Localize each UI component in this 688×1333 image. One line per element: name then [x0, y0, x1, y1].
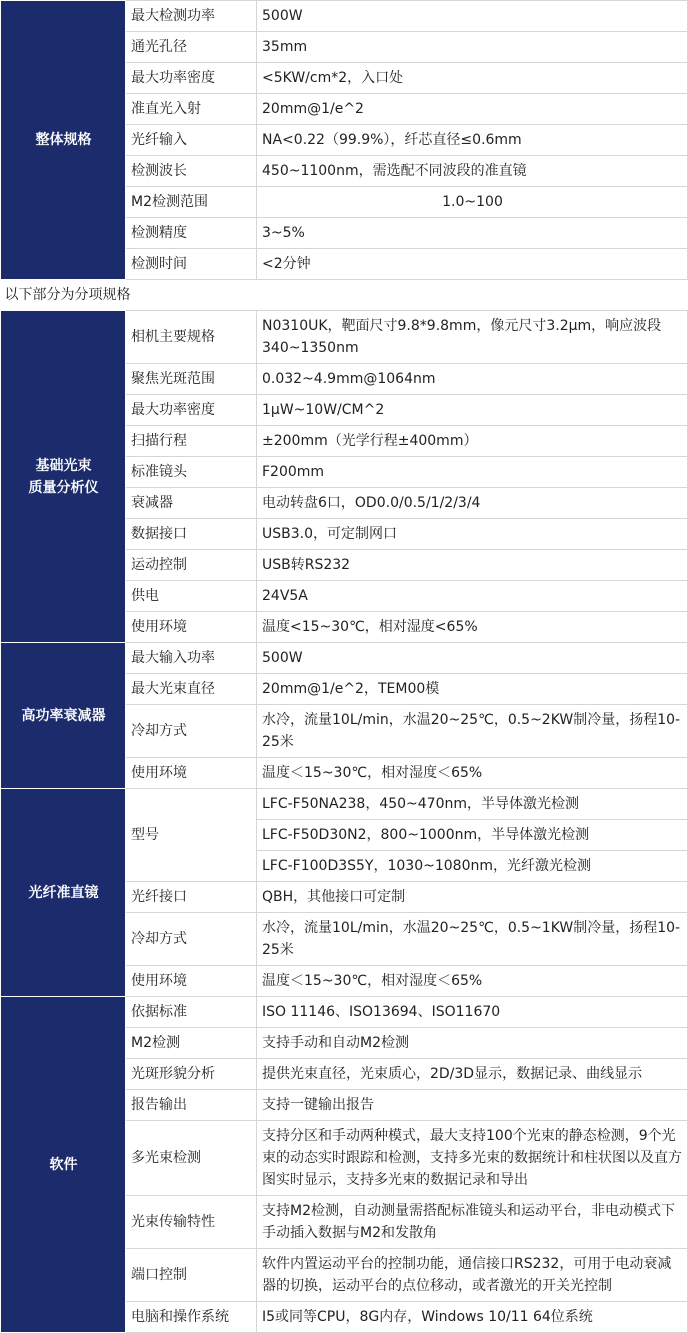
spec-value: LFC-F50NA238，450~470nm，半导体激光检测 — [257, 789, 688, 820]
spec-value: 支持M2检测，自动测量需搭配标准镜头和运动平台，非电动模式下手动插入数据与M2和发散角 — [257, 1196, 688, 1249]
spec-value: ISO 11146、ISO13694、ISO11670 — [257, 997, 688, 1028]
spec-key: 最大光束直径 — [126, 674, 257, 705]
spec-key: 准直光入射 — [126, 94, 257, 125]
spec-key: M2检测范围 — [126, 187, 257, 218]
spec-table-body — [1, 1, 688, 1333]
spec-key: 最大检测功率 — [126, 1, 257, 32]
table-row — [1, 997, 688, 1028]
spec-key: 冷却方式 — [126, 705, 257, 758]
spec-key: 运动控制 — [126, 550, 257, 581]
spec-key: 报告输出 — [126, 1090, 257, 1121]
spec-key: 扫描行程 — [126, 426, 257, 457]
spec-key: 型号 — [126, 789, 257, 882]
spec-value: N0310UK，靶面尺寸9.8*9.8mm，像元尺寸3.2μm，响应波段340~1350nm — [257, 311, 688, 364]
spec-key: 最大输入功率 — [126, 643, 257, 674]
spec-key: 光纤接口 — [126, 882, 257, 913]
spec-value: 温度＜15~30℃，相对湿度＜65% — [257, 758, 688, 789]
spec-value: <2分钟 — [257, 249, 688, 280]
table-row — [1, 311, 688, 364]
section-title: 光纤准直镜 — [1, 789, 126, 997]
spec-value: 支持手动和自动M2检测 — [257, 1028, 688, 1059]
spec-key: 冷却方式 — [126, 913, 257, 966]
spec-value: LFC-F100D3S5Y，1030~1080nm，光纤激光检测 — [257, 851, 688, 882]
spec-key: 使用环境 — [126, 966, 257, 997]
spec-value: 0.032~4.9mm@1064nm — [257, 364, 688, 395]
spec-value: <5KW/cm*2，入口处 — [257, 63, 688, 94]
spec-value: 软件内置运动平台的控制功能，通信接口RS232，可用于电动衰减器的切换，运动平台的点位移动，或者激光的开关光控制 — [257, 1249, 688, 1302]
spec-value: ±200mm（光学行程±400mm） — [257, 426, 688, 457]
spec-key: 最大功率密度 — [126, 63, 257, 94]
spec-value: NA<0.22（99.9%），纤芯直径≤0.6mm — [257, 125, 688, 156]
spec-value: QBH，其他接口可定制 — [257, 882, 688, 913]
spec-value: 支持分区和手动两种模式，最大支持100个光束的静态检测，9个光束的动态实时跟踪和检测，支持多光束的数据统计和柱状图以及直方图实时显示，支持多光束的数据记录和导出 — [257, 1121, 688, 1196]
section-title: 整体规格 — [1, 1, 126, 280]
spec-value: 24V5A — [257, 581, 688, 612]
spec-value: LFC-F50D30N2，800~1000nm，半导体激光检测 — [257, 820, 688, 851]
spec-value: 温度＜15~30℃，相对湿度＜65% — [257, 966, 688, 997]
spec-key: 检测时间 — [126, 249, 257, 280]
spec-key: 数据接口 — [126, 519, 257, 550]
spec-key: 最大功率密度 — [126, 395, 257, 426]
spec-value: 支持一键输出报告 — [257, 1090, 688, 1121]
table-row — [1, 789, 688, 820]
spec-value: USB3.0，可定制网口 — [257, 519, 688, 550]
spec-key: 检测波长 — [126, 156, 257, 187]
section-note-row — [1, 280, 688, 311]
section-title: 软件 — [1, 997, 126, 1333]
spec-key: 依据标准 — [126, 997, 257, 1028]
spec-key: 多光束检测 — [126, 1121, 257, 1196]
spec-key: 使用环境 — [126, 612, 257, 643]
spec-value: USB转RS232 — [257, 550, 688, 581]
spec-key: 相机主要规格 — [126, 311, 257, 364]
spec-key: 光束传输特性 — [126, 1196, 257, 1249]
table-row — [1, 643, 688, 674]
spec-value: 500W — [257, 643, 688, 674]
spec-value: I5或同等CPU，8G内存，Windows 10/11 64位系统 — [257, 1302, 688, 1333]
spec-value: F200mm — [257, 457, 688, 488]
spec-value: 450~1100nm，需选配不同波段的准直镜 — [257, 156, 688, 187]
spec-value: 电动转盘6口，OD0.0/0.5/1/2/3/4 — [257, 488, 688, 519]
spec-value: 温度<15~30℃，相对湿度<65% — [257, 612, 688, 643]
spec-key: 电脑和操作系统 — [126, 1302, 257, 1333]
table-row — [1, 1, 688, 32]
spec-value: 1μW~10W/CM^2 — [257, 395, 688, 426]
spec-key: 检测精度 — [126, 218, 257, 249]
spec-key: 端口控制 — [126, 1249, 257, 1302]
section-note: 以下部分为分项规格 — [4, 287, 131, 303]
spec-key: 供电 — [126, 581, 257, 612]
spec-key: 衰减器 — [126, 488, 257, 519]
spec-value: 20mm@1/e^2，TEM00模 — [257, 674, 688, 705]
spec-key: 光纤输入 — [126, 125, 257, 156]
spec-key: 通光孔径 — [126, 32, 257, 63]
spec-value: 水冷，流量10L/min，水温20~25℃，0.5~2KW制冷量，扬程10-25米 — [257, 705, 688, 758]
spec-key: 标准镜头 — [126, 457, 257, 488]
section-title — [1, 311, 126, 643]
section-title-line: 质量分析仪 — [28, 479, 99, 496]
spec-value: 35mm — [257, 32, 688, 63]
spec-key: 光斑形貌分析 — [126, 1059, 257, 1090]
spec-value: 3~5% — [257, 218, 688, 249]
spec-value: 20mm@1/e^2 — [257, 94, 688, 125]
spec-key: 聚焦光斑范围 — [126, 364, 257, 395]
section-title: 高功率衰减器 — [1, 643, 126, 789]
spec-key: M2检测 — [126, 1028, 257, 1059]
spec-value: 水冷，流量10L/min，水温20~25℃，0.5~1KW制冷量，扬程10-25米 — [257, 913, 688, 966]
spec-value: 500W — [257, 1, 688, 32]
spec-value: 1.0~100 — [257, 187, 688, 218]
section-title-line: 基础光束 — [35, 457, 92, 474]
spec-value: 提供光束直径，光束质心，2D/3D显示，数据记录、曲线显示 — [257, 1059, 688, 1090]
spec-key: 使用环境 — [126, 758, 257, 789]
